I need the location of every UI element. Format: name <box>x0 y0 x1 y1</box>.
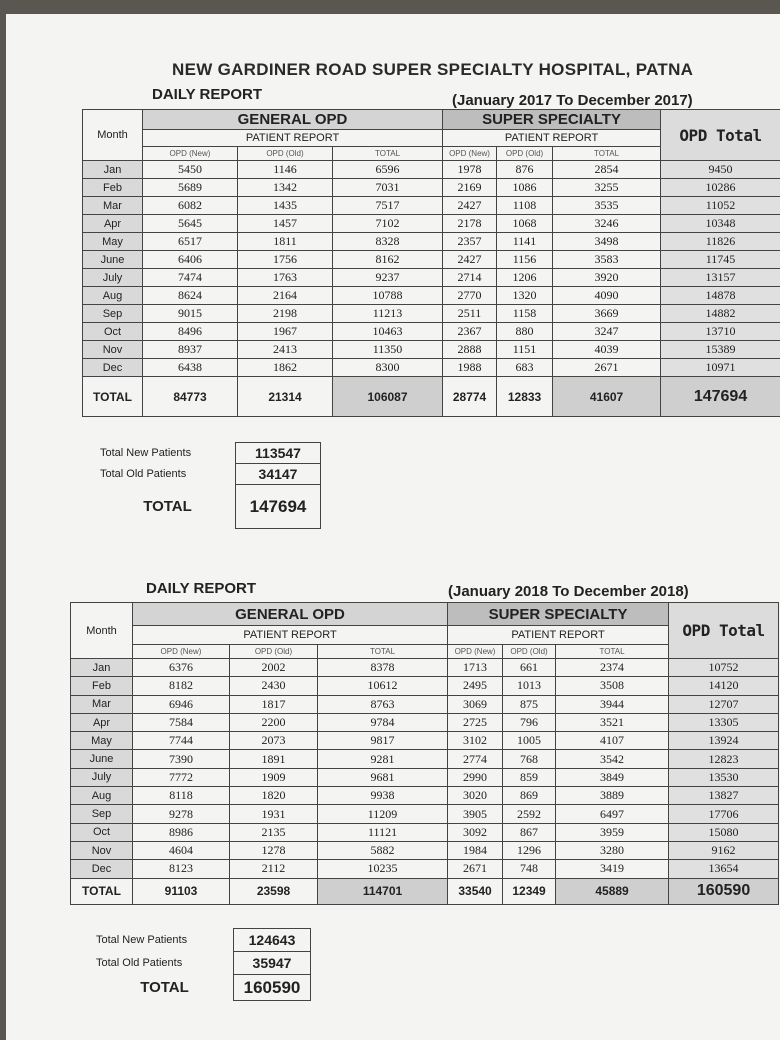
ss-old-cell: 1086 <box>497 179 553 197</box>
ss-total-cell: 3669 <box>553 305 661 323</box>
month-cell: Oct <box>83 323 143 341</box>
total-row <box>71 878 779 904</box>
ss-old-cell: 1108 <box>497 197 553 215</box>
gen-total-cell: 10235 <box>318 860 448 878</box>
total-ss-old: 12349 <box>503 878 556 904</box>
total-new-patients-value: 113547 <box>236 443 321 464</box>
table-row <box>71 823 779 841</box>
gen-new-cell: 7772 <box>133 768 230 786</box>
ss-total-cell: 4039 <box>553 341 661 359</box>
report-period-2017: (January 2017 To December 2017) <box>452 92 693 109</box>
gen-new-cell: 6406 <box>143 251 238 269</box>
month-cell: Mar <box>83 197 143 215</box>
table-row <box>71 841 779 859</box>
gen-new-cell: 6517 <box>143 233 238 251</box>
total-ss-total: 41607 <box>553 377 661 417</box>
gen-old-cell: 2073 <box>230 732 318 750</box>
opd-total-header: OPD Total <box>669 603 779 659</box>
gen-old-cell: 2135 <box>230 823 318 841</box>
gen-new-cell: 8118 <box>133 787 230 805</box>
gen-total-cell: 9784 <box>318 713 448 731</box>
ss-total-cell: 4107 <box>556 732 669 750</box>
opd-total-header: OPD Total <box>661 110 780 161</box>
total-ss-new: 33540 <box>448 878 503 904</box>
opd-total-cell: 14882 <box>661 305 780 323</box>
gen-total-cell: 9817 <box>318 732 448 750</box>
ss-total-cell: 2854 <box>553 161 661 179</box>
ss-old-cell: 1156 <box>497 251 553 269</box>
month-cell: May <box>71 732 133 750</box>
super-specialty-header: SUPER SPECIALTY <box>448 603 669 626</box>
summary-2018 <box>96 928 311 1001</box>
opd-total-cell: 12707 <box>669 695 779 713</box>
opd-total-cell: 13924 <box>669 732 779 750</box>
ss-total-cell: 3583 <box>553 251 661 269</box>
month-cell: Jan <box>71 659 133 677</box>
gen-old-cell: 1820 <box>230 787 318 805</box>
ss-new-cell: 2671 <box>448 860 503 878</box>
opd-total-cell: 11052 <box>661 197 780 215</box>
total-opd-total: 147694 <box>661 377 780 417</box>
gen-old-cell: 1146 <box>238 161 333 179</box>
gen-new-cell: 8123 <box>133 860 230 878</box>
total-ss-old: 12833 <box>497 377 553 417</box>
ss-new-cell: 1988 <box>443 359 497 377</box>
month-cell: Dec <box>71 860 133 878</box>
col-general-total: TOTAL <box>333 147 443 161</box>
gen-total-cell: 8763 <box>318 695 448 713</box>
table-row <box>83 269 780 287</box>
col-general-opd-old: OPD (Old) <box>230 645 318 659</box>
gen-total-cell: 8300 <box>333 359 443 377</box>
col-general-opd-new: OPD (New) <box>133 645 230 659</box>
total-old-patients-label: Total Old Patients <box>96 957 183 969</box>
total-row <box>83 377 780 417</box>
ss-total-cell: 3889 <box>556 787 669 805</box>
month-cell: Apr <box>83 215 143 233</box>
table-row <box>71 805 779 823</box>
month-cell: May <box>83 233 143 251</box>
table-row <box>83 197 780 215</box>
summary-total-value: 147694 <box>236 485 321 529</box>
gen-new-cell: 7744 <box>133 732 230 750</box>
month-cell: Sep <box>71 805 133 823</box>
opd-total-cell: 15389 <box>661 341 780 359</box>
ss-new-cell: 2357 <box>443 233 497 251</box>
gen-new-cell: 8937 <box>143 341 238 359</box>
ss-total-cell: 3542 <box>556 750 669 768</box>
gen-old-cell: 2198 <box>238 305 333 323</box>
gen-new-cell: 9015 <box>143 305 238 323</box>
summary-total-value: 160590 <box>234 975 311 1001</box>
table-row <box>83 233 780 251</box>
ss-new-cell: 2178 <box>443 215 497 233</box>
month-cell: Aug <box>71 787 133 805</box>
summary-total-label: TOTAL <box>143 498 192 515</box>
ss-total-cell: 3535 <box>553 197 661 215</box>
super-patient-report-header: PATIENT REPORT <box>443 130 661 147</box>
opd-total-cell: 10348 <box>661 215 780 233</box>
total-gen-old: 23598 <box>230 878 318 904</box>
table-row <box>71 768 779 786</box>
col-super-total: TOTAL <box>556 645 669 659</box>
total-ss-total: 45889 <box>556 878 669 904</box>
ss-new-cell: 2725 <box>448 713 503 731</box>
opd-total-cell: 13827 <box>669 787 779 805</box>
opd-table-2017 <box>82 109 780 417</box>
table-row <box>83 341 780 359</box>
ss-new-cell: 3069 <box>448 695 503 713</box>
gen-total-cell: 11213 <box>333 305 443 323</box>
col-super-opd-new: OPD (New) <box>443 147 497 161</box>
gen-old-cell: 2200 <box>230 713 318 731</box>
general-patient-report-header: PATIENT REPORT <box>133 626 448 645</box>
table-row <box>71 659 779 677</box>
table-row <box>83 251 780 269</box>
table-row <box>71 713 779 731</box>
gen-old-cell: 2002 <box>230 659 318 677</box>
hospital-title: NEW GARDINER ROAD SUPER SPECIALTY HOSPITAL, PATNA <box>172 60 694 79</box>
gen-new-cell: 7474 <box>143 269 238 287</box>
opd-total-cell: 9450 <box>661 161 780 179</box>
gen-new-cell: 5689 <box>143 179 238 197</box>
ss-old-cell: 880 <box>497 323 553 341</box>
gen-new-cell: 8496 <box>143 323 238 341</box>
ss-new-cell: 2511 <box>443 305 497 323</box>
gen-total-cell: 8378 <box>318 659 448 677</box>
gen-total-cell: 6596 <box>333 161 443 179</box>
table-row <box>83 359 780 377</box>
super-patient-report-header: PATIENT REPORT <box>448 626 669 645</box>
month-cell: Sep <box>83 305 143 323</box>
month-cell: Oct <box>71 823 133 841</box>
ss-old-cell: 859 <box>503 768 556 786</box>
table-row <box>83 305 780 323</box>
gen-total-cell: 10612 <box>318 677 448 695</box>
gen-old-cell: 1862 <box>238 359 333 377</box>
opd-total-cell: 10752 <box>669 659 779 677</box>
month-cell: Jan <box>83 161 143 179</box>
gen-new-cell: 6082 <box>143 197 238 215</box>
gen-old-cell: 1763 <box>238 269 333 287</box>
month-cell: Mar <box>71 695 133 713</box>
gen-total-cell: 5882 <box>318 841 448 859</box>
table-row <box>71 732 779 750</box>
ss-total-cell: 3920 <box>553 269 661 287</box>
month-cell: Nov <box>83 341 143 359</box>
total-gen-old: 21314 <box>238 377 333 417</box>
month-cell: Aug <box>83 287 143 305</box>
ss-total-cell: 3849 <box>556 768 669 786</box>
col-super-opd-old: OPD (Old) <box>497 147 553 161</box>
opd-total-cell: 10971 <box>661 359 780 377</box>
opd-total-cell: 13305 <box>669 713 779 731</box>
ss-total-cell: 2671 <box>553 359 661 377</box>
col-general-total: TOTAL <box>318 645 448 659</box>
summary-2017 <box>100 442 321 529</box>
gen-total-cell: 7031 <box>333 179 443 197</box>
month-cell: June <box>83 251 143 269</box>
ss-old-cell: 867 <box>503 823 556 841</box>
gen-total-cell: 7517 <box>333 197 443 215</box>
table-row <box>83 161 780 179</box>
opd-total-cell: 14878 <box>661 287 780 305</box>
ss-new-cell: 2495 <box>448 677 503 695</box>
table-row <box>83 179 780 197</box>
total-new-patients-label: Total New Patients <box>100 447 192 459</box>
gen-old-cell: 1278 <box>230 841 318 859</box>
ss-total-cell: 3280 <box>556 841 669 859</box>
gen-total-cell: 11209 <box>318 805 448 823</box>
ss-old-cell: 1158 <box>497 305 553 323</box>
ss-old-cell: 748 <box>503 860 556 878</box>
ss-new-cell: 1713 <box>448 659 503 677</box>
gen-old-cell: 2430 <box>230 677 318 695</box>
gen-new-cell: 7390 <box>133 750 230 768</box>
gen-old-cell: 2164 <box>238 287 333 305</box>
ss-new-cell: 2169 <box>443 179 497 197</box>
gen-new-cell: 8986 <box>133 823 230 841</box>
month-header: Month <box>71 603 133 659</box>
gen-new-cell: 9278 <box>133 805 230 823</box>
report-title-2018: DAILY REPORT <box>146 580 257 597</box>
month-cell: Feb <box>71 677 133 695</box>
ss-old-cell: 1320 <box>497 287 553 305</box>
gen-total-cell: 11350 <box>333 341 443 359</box>
gen-new-cell: 8182 <box>133 677 230 695</box>
gen-old-cell: 1967 <box>238 323 333 341</box>
gen-total-cell: 10463 <box>333 323 443 341</box>
ss-total-cell: 3944 <box>556 695 669 713</box>
month-header: Month <box>83 110 143 161</box>
ss-old-cell: 1013 <box>503 677 556 695</box>
ss-old-cell: 875 <box>503 695 556 713</box>
super-specialty-header: SUPER SPECIALTY <box>443 110 661 130</box>
gen-old-cell: 1909 <box>230 768 318 786</box>
opd-total-cell: 13654 <box>669 860 779 878</box>
total-row-label: TOTAL <box>71 878 133 904</box>
opd-total-cell: 12823 <box>669 750 779 768</box>
gen-old-cell: 1756 <box>238 251 333 269</box>
ss-new-cell: 3092 <box>448 823 503 841</box>
gen-total-cell: 10788 <box>333 287 443 305</box>
ss-total-cell: 4090 <box>553 287 661 305</box>
ss-new-cell: 2770 <box>443 287 497 305</box>
col-super-opd-old: OPD (Old) <box>503 645 556 659</box>
gen-new-cell: 8624 <box>143 287 238 305</box>
gen-total-cell: 11121 <box>318 823 448 841</box>
total-row-label: TOTAL <box>83 377 143 417</box>
ss-total-cell: 3521 <box>556 713 669 731</box>
ss-total-cell: 3419 <box>556 860 669 878</box>
month-cell: Apr <box>71 713 133 731</box>
ss-new-cell: 2714 <box>443 269 497 287</box>
ss-old-cell: 1151 <box>497 341 553 359</box>
total-old-patients-value: 34147 <box>236 464 321 485</box>
gen-old-cell: 1811 <box>238 233 333 251</box>
ss-old-cell: 1005 <box>503 732 556 750</box>
ss-total-cell: 3247 <box>553 323 661 341</box>
col-general-opd-old: OPD (Old) <box>238 147 333 161</box>
table-row <box>71 695 779 713</box>
general-opd-header: GENERAL OPD <box>143 110 443 130</box>
total-new-patients-value: 124643 <box>234 929 311 952</box>
gen-total-cell: 9237 <box>333 269 443 287</box>
ss-old-cell: 683 <box>497 359 553 377</box>
total-old-patients-value: 35947 <box>234 952 311 975</box>
gen-total-cell: 9681 <box>318 768 448 786</box>
ss-total-cell: 3255 <box>553 179 661 197</box>
opd-total-cell: 13157 <box>661 269 780 287</box>
col-super-total: TOTAL <box>553 147 661 161</box>
table-row <box>71 750 779 768</box>
ss-new-cell: 3102 <box>448 732 503 750</box>
ss-old-cell: 1296 <box>503 841 556 859</box>
total-ss-new: 28774 <box>443 377 497 417</box>
gen-old-cell: 1342 <box>238 179 333 197</box>
total-gen-new: 91103 <box>133 878 230 904</box>
gen-total-cell: 8328 <box>333 233 443 251</box>
ss-total-cell: 3498 <box>553 233 661 251</box>
ss-old-cell: 1068 <box>497 215 553 233</box>
ss-old-cell: 869 <box>503 787 556 805</box>
table-row <box>83 215 780 233</box>
opd-total-cell: 10286 <box>661 179 780 197</box>
gen-total-cell: 8162 <box>333 251 443 269</box>
month-cell: July <box>71 768 133 786</box>
opd-total-cell: 13530 <box>669 768 779 786</box>
report-period-2018: (January 2018 To December 2018) <box>448 583 689 600</box>
gen-total-cell: 9281 <box>318 750 448 768</box>
ss-total-cell: 3246 <box>553 215 661 233</box>
ss-old-cell: 768 <box>503 750 556 768</box>
ss-new-cell: 2427 <box>443 251 497 269</box>
col-super-opd-new: OPD (New) <box>448 645 503 659</box>
ss-new-cell: 2774 <box>448 750 503 768</box>
gen-new-cell: 5450 <box>143 161 238 179</box>
table-row <box>83 323 780 341</box>
gen-old-cell: 1931 <box>230 805 318 823</box>
ss-old-cell: 2592 <box>503 805 556 823</box>
gen-total-cell: 7102 <box>333 215 443 233</box>
total-gen-total: 114701 <box>318 878 448 904</box>
table-row <box>71 677 779 695</box>
opd-table-2018 <box>70 602 779 905</box>
ss-total-cell: 6497 <box>556 805 669 823</box>
total-opd-total: 160590 <box>669 878 779 904</box>
gen-new-cell: 6946 <box>133 695 230 713</box>
ss-new-cell: 2888 <box>443 341 497 359</box>
month-cell: July <box>83 269 143 287</box>
gen-total-cell: 9938 <box>318 787 448 805</box>
opd-total-cell: 11826 <box>661 233 780 251</box>
ss-new-cell: 2367 <box>443 323 497 341</box>
ss-old-cell: 876 <box>497 161 553 179</box>
opd-total-cell: 11745 <box>661 251 780 269</box>
ss-total-cell: 3508 <box>556 677 669 695</box>
month-cell: Feb <box>83 179 143 197</box>
gen-old-cell: 2112 <box>230 860 318 878</box>
gen-new-cell: 6438 <box>143 359 238 377</box>
gen-old-cell: 1891 <box>230 750 318 768</box>
total-gen-new: 84773 <box>143 377 238 417</box>
ss-old-cell: 1141 <box>497 233 553 251</box>
general-patient-report-header: PATIENT REPORT <box>143 130 443 147</box>
opd-total-cell: 13710 <box>661 323 780 341</box>
report-title-2017: DAILY REPORT <box>152 86 263 103</box>
ss-total-cell: 3959 <box>556 823 669 841</box>
ss-new-cell: 3905 <box>448 805 503 823</box>
table-row <box>71 787 779 805</box>
ss-new-cell: 2990 <box>448 768 503 786</box>
gen-new-cell: 5645 <box>143 215 238 233</box>
ss-new-cell: 3020 <box>448 787 503 805</box>
gen-old-cell: 2413 <box>238 341 333 359</box>
ss-old-cell: 796 <box>503 713 556 731</box>
total-old-patients-label: Total Old Patients <box>100 468 187 480</box>
gen-old-cell: 1435 <box>238 197 333 215</box>
ss-new-cell: 1984 <box>448 841 503 859</box>
table-row <box>83 287 780 305</box>
gen-old-cell: 1457 <box>238 215 333 233</box>
ss-new-cell: 1978 <box>443 161 497 179</box>
summary-total-label: TOTAL <box>140 979 189 996</box>
total-gen-total: 106087 <box>333 377 443 417</box>
ss-total-cell: 2374 <box>556 659 669 677</box>
opd-total-cell: 14120 <box>669 677 779 695</box>
month-cell: Dec <box>83 359 143 377</box>
gen-new-cell: 4604 <box>133 841 230 859</box>
opd-total-cell: 15080 <box>669 823 779 841</box>
col-general-opd-new: OPD (New) <box>143 147 238 161</box>
gen-old-cell: 1817 <box>230 695 318 713</box>
total-new-patients-label: Total New Patients <box>96 934 188 946</box>
ss-old-cell: 1206 <box>497 269 553 287</box>
gen-new-cell: 6376 <box>133 659 230 677</box>
opd-total-cell: 17706 <box>669 805 779 823</box>
opd-total-cell: 9162 <box>669 841 779 859</box>
ss-old-cell: 661 <box>503 659 556 677</box>
gen-new-cell: 7584 <box>133 713 230 731</box>
general-opd-header: GENERAL OPD <box>133 603 448 626</box>
month-cell: June <box>71 750 133 768</box>
month-cell: Nov <box>71 841 133 859</box>
ss-new-cell: 2427 <box>443 197 497 215</box>
table-row <box>71 860 779 878</box>
